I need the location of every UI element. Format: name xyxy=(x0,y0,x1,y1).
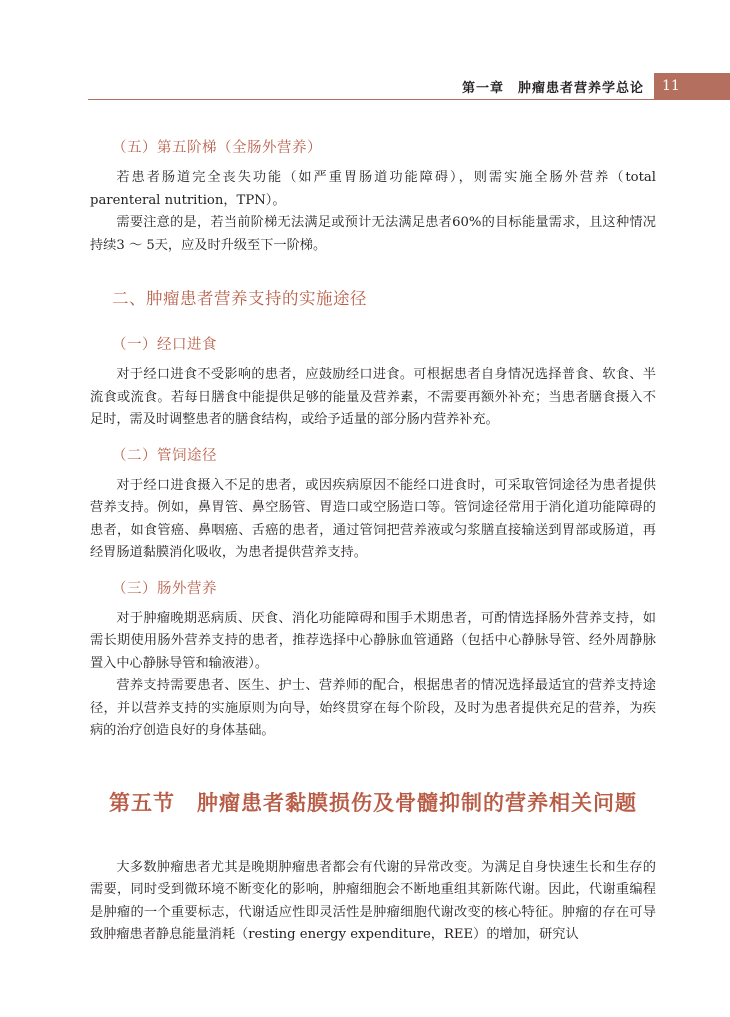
page-body xyxy=(90,124,656,947)
subsection-heading: （三）肠外营养 xyxy=(112,580,217,597)
paragraph: 对于经口进食不受影响的患者，应鼓励经口进食。可根据患者自身情况选择普食、软食、半流食或流食。若每日膳食中能提供足够的能量及营养素，不需要再额外补充；当患者膳食摄入不足时，需及时调整患者的膳食结构，或给予适量的部分肠内营养补充。 xyxy=(90,367,656,427)
paragraph: 若患者肠道完全丧失功能（如严重胃肠道功能障碍），则需实施全肠外营养（total parenteral nutrition，TPN）。 xyxy=(90,170,656,208)
section-title: 第五节 肿瘤患者黏膜损伤及骨髓抑制的营养相关问题 xyxy=(109,790,637,815)
paragraph: 需要注意的是，若当前阶梯无法满足或预计无法满足患者60%的目标能量需求，且这种情况持续3 ～ 5天，应及时升级至下一阶梯。 xyxy=(90,215,656,253)
subsection-heading: （五）第五阶梯（全肠外营养） xyxy=(112,140,322,156)
subsection-heading: （二）管饲途径 xyxy=(112,447,217,464)
paragraph: 对于经口进食摄入不足的患者，或因疾病原因不能经口进食时，可采取管饲途径为患者提供营养支持。例如，鼻胃管、鼻空肠管、胃造口或空肠造口等。管饲途径常用于消化道功能障碍的患者，如食管癌、鼻咽癌、舌癌的患者，通过管饲把营养液或匀浆膳直接输送到胃部或肠道，再经胃肠道黏膜消化吸收，为患者提供营养支持。 xyxy=(90,477,656,560)
chapter-title: 第一章 肿瘤患者营养学总论 xyxy=(461,81,644,96)
running-header xyxy=(88,73,730,100)
subsection-heading: （一）经口进食 xyxy=(112,337,217,353)
paragraph: 营养支持需要患者、医生、护士、营养师的配合，根据患者的情况选择最适宜的营养支持途径，并以营养支持的实施原则为向导，始终贯穿在每个阶段，及时为患者提供充足的营养，为疾病的治疗创造良好的身体基础。 xyxy=(90,678,656,738)
page-number: 11 xyxy=(654,73,730,99)
section-heading: 二、肿瘤患者营养支持的实施途径 xyxy=(112,289,367,308)
paragraph: 大多数肿瘤患者尤其是晚期肿瘤患者都会有代谢的异常改变。为满足自身快速生长和生存的需要，同时受到微环境不断变化的影响，肿瘤细胞会不断地重组其新陈代谢。因此，代谢重编程是肿瘤的一个重要标志，代谢适应性即灵活性是肿瘤细胞代谢改变的核心特征。肿瘤的存在可导致肿瘤患者静息能量消耗（resting energy expenditure，REE）的增加，研究认 xyxy=(90,859,656,942)
paragraph: 对于肿瘤晚期恶病质、厌食、消化功能障碍和围手术期患者，可酌情选择肠外营养支持，如需长期使用肠外营养支持的患者，推荐选择中心静脉血管通路（包括中心静脉导管、经外周静脉置入中心静脉导管和输液港）。 xyxy=(90,610,656,671)
